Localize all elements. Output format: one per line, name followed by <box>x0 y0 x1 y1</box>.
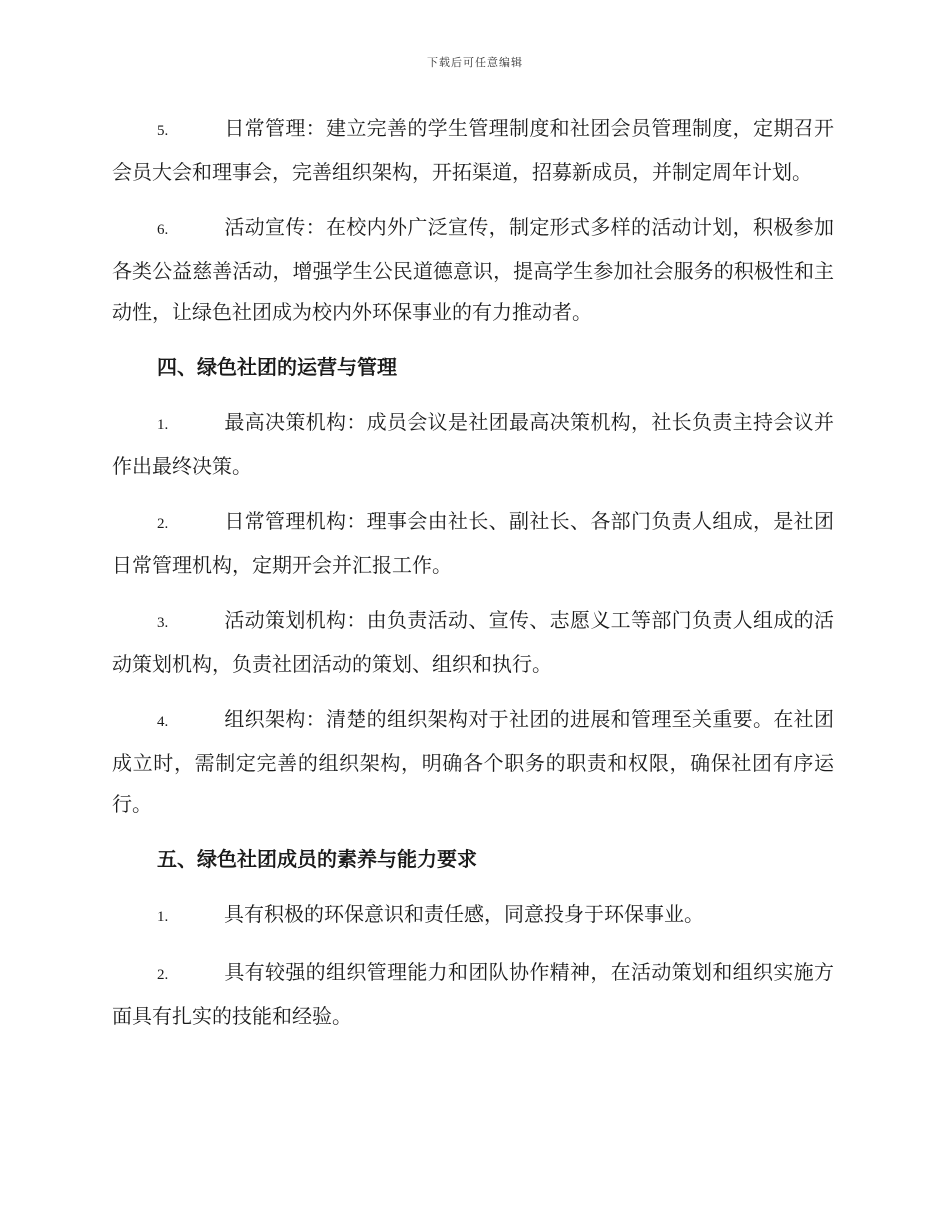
list-item <box>112 402 834 487</box>
item-text: 组织架构：清楚的组织架构对于社团的进展和管理至关重要。在社团成立时，需制定完善的组织架构，明确各个职务的职责和权限，确保社团有序运行。 <box>112 707 834 816</box>
list-item <box>112 699 834 825</box>
item-text: 日常管理机构：理事会由社长、副社长、各部门负责人组成，是社团日常管理机构，定期开会并汇报工作。 <box>112 509 834 577</box>
item-text: 日常管理：建立完善的学生管理制度和社团会员管理制度，定期召开会员大会和理事会，完善组织架构，开拓渠道，招募新成员，并制定周年计划。 <box>112 116 834 184</box>
list-item <box>112 501 834 586</box>
document-body <box>112 108 834 1051</box>
item-text: 活动宣传：在校内外广泛宣传，制定形式多样的活动计划，积极参加各类公益慈善活动，增强学生公民道德意识，提高学生参加社会服务的积极性和主动性，让绿色社团成为校内外环保事业的有力推动者。 <box>112 215 834 324</box>
list-item <box>112 894 834 938</box>
item-number: 6. <box>157 222 169 238</box>
list-item <box>112 207 834 333</box>
list-item <box>112 600 834 685</box>
item-number: 4. <box>157 714 169 730</box>
item-number: 1. <box>157 909 169 925</box>
section-heading: 五、绿色社团成员的素养与能力要求 <box>157 847 477 871</box>
item-text: 活动策划机构：由负责活动、宣传、志愿义工等部门负责人组成的活动策划机构，负责社团活动的策划、组织和执行。 <box>112 608 834 676</box>
item-number: 2. <box>157 967 169 983</box>
list-item <box>112 952 834 1037</box>
list-item <box>112 108 834 193</box>
item-text: 具有积极的环保意识和责任感，同意投身于环保事业。 <box>224 902 704 926</box>
page-header: 下载后可任意编辑 <box>427 56 523 69</box>
item-number: 5. <box>157 123 169 139</box>
section-heading: 四、绿色社团的运营与管理 <box>157 355 397 379</box>
item-number: 1. <box>157 417 169 433</box>
item-text: 具有较强的组织管理能力和团队协作精神，在活动策划和组织实施方面具有扎实的技能和经验。 <box>112 960 834 1028</box>
item-number: 2. <box>157 516 169 532</box>
item-text: 最高决策机构：成员会议是社团最高决策机构，社长负责主持会议并作出最终决策。 <box>112 410 834 478</box>
item-number: 3. <box>157 615 169 631</box>
